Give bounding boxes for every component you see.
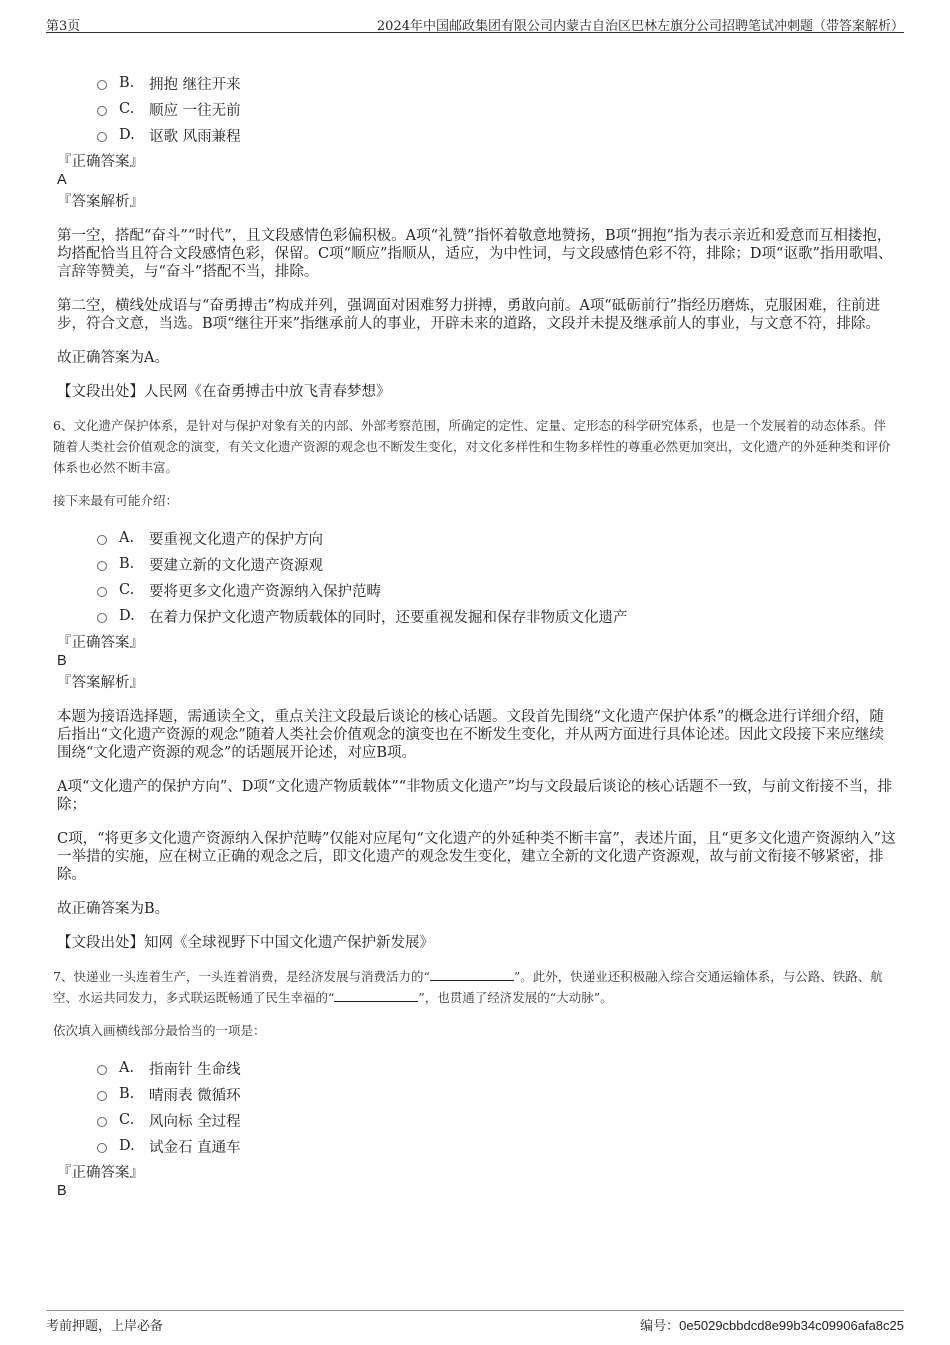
analysis-paragraph: 故正确答案为B。 <box>57 901 170 917</box>
source-citation: 【文段出处】人民网《在奋勇搏击中放飞青春梦想》 <box>57 384 391 400</box>
radio-icon[interactable] <box>97 535 107 545</box>
q7-prompt: 依次填入画横线部分最恰当的一项是： <box>53 1023 266 1038</box>
answer-label: 『正确答案』 <box>57 154 144 170</box>
q5-option-c[interactable]: C. 顺应 一往无前 <box>97 96 897 122</box>
radio-icon[interactable] <box>97 106 107 116</box>
answer-value: B <box>57 653 67 669</box>
answer-value: B <box>57 1183 67 1199</box>
analysis-paragraph: 本题为接语选择题，需通读全文，重点关注文段最后谈论的核心话题。文段首先围绕“文化遗产保护体系”的概念进行详细介绍，随后指出“文化遗产资源的观念”随着人类社会价值观念的演变也在不断发生变化，并从两方面进行具体论述。因此文段接下来应继续围绕“文化遗产资源的观念”的话题展开论述，对应B项。 <box>57 709 884 761</box>
q7-option-d[interactable]: D. 试金石 直通车 <box>97 1133 897 1159</box>
answer-label: 『正确答案』 <box>57 1165 144 1181</box>
q5-option-b[interactable]: B. 拥抱 继往开来 <box>97 70 897 96</box>
fill-blank <box>430 968 514 981</box>
q7-options <box>97 1055 897 1159</box>
source-citation: 【文段出处】知网《全球视野下中国文化遗产保护新发展》 <box>57 935 434 951</box>
page-footer <box>46 1310 904 1334</box>
q6-options <box>97 525 897 629</box>
analysis-label: 『答案解析』 <box>57 194 144 210</box>
q5-option-d[interactable]: D. 讴歌 风雨兼程 <box>97 122 897 148</box>
analysis-paragraph: 故正确答案为A。 <box>57 350 169 366</box>
analysis-paragraph: 第一空，搭配“奋斗”“时代”，且文段感情色彩偏积极。A项“礼赞”指怀着敬意地赞扬，B项“拥抱”指为表示亲近和爱意而互相搂抱，均搭配恰当且符合文段感情色彩，保留。C项“顺应”指顺从，适应，为中性词，与文段感情色彩不符，排除；D项“讴歌”指用歌唱、言辞等赞美，与“奋斗”搭配不当，排除。 <box>57 228 893 280</box>
q6-option-c[interactable]: C. 要将更多文化遗产资源纳入保护范畴 <box>97 577 897 603</box>
radio-icon[interactable] <box>97 613 107 623</box>
fill-blank <box>334 989 418 1002</box>
q6-option-d[interactable]: D. 在着力保护文化遗产物质载体的同时，还要重视发掘和保存非物质文化遗产 <box>97 603 897 629</box>
q7-option-c[interactable]: C. 风向标 全过程 <box>97 1107 897 1133</box>
document-title: 2024年中国邮政集团有限公司内蒙古自治区巴林左旗分公司招聘笔试冲刺题（带答案解析） <box>376 19 904 34</box>
page-header <box>46 14 904 33</box>
q6-prompt: 接下来最有可能介绍： <box>53 493 179 508</box>
analysis-paragraph: 第二空，横线处成语与“奋勇搏击”构成并列，强调面对困难努力拼搏，勇敢向前。A项“砥砺前行”指经历磨炼，克服困难，往前进步，符合文意，当选。B项“继往开来”指继承前人的事业，开辟未来的道路，文段并未提及继承前人的事业，与文意不符，排除。 <box>57 298 881 332</box>
q7-option-a[interactable]: A. 指南针 生命线 <box>97 1055 897 1081</box>
radio-icon[interactable] <box>97 1091 107 1101</box>
analysis-label: 『答案解析』 <box>57 675 144 691</box>
q6-question: 6、文化遗产保护体系，是针对与保护对象有关的内部、外部考察范围，所确定的定性、定量、定形态的科学研究体系，也是一个发展着的动态体系。伴随着人类社会价值观念的演变，有关文化遗产资源的观念也不断发生变化，对文化多样性和生物多样性的尊重必然更加突出，文化遗产的外延种类和评价体系也必然不断丰富。 <box>53 418 891 475</box>
analysis-paragraph: C项，“将更多文化遗产资源纳入保护范畴”仅能对应尾句“文化遗产的外延种类不断丰富”，表述片面，且“更多文化遗产资源纳入”这一举措的实施，应在树立正确的观念之后，即文化遗产的观念发生变化，建立全新的文化遗产资源观，故与前文衔接不够紧密，排除。 <box>57 831 896 883</box>
q6-option-b[interactable]: B. 要建立新的文化遗产资源观 <box>97 551 897 577</box>
radio-icon[interactable] <box>97 132 107 142</box>
document-code: 编号：0e5029cbbdcd8e99b34c09906afa8c25 <box>640 1318 904 1334</box>
q6-option-a[interactable]: A. 要重视文化遗产的保护方向 <box>97 525 897 551</box>
radio-icon[interactable] <box>97 80 107 90</box>
radio-icon[interactable] <box>97 1143 107 1153</box>
q5-options <box>97 70 897 148</box>
analysis-paragraph: A项“文化遗产的保护方向”、D项“文化遗产物质载体”“非物质文化遗产”均与文段最后谈论的核心话题不一致，与前文衔接不当，排除； <box>57 779 893 813</box>
answer-value: A <box>57 172 67 188</box>
answer-label: 『正确答案』 <box>57 635 144 651</box>
radio-icon[interactable] <box>97 1065 107 1075</box>
footer-slogan: 考前押题，上岸必备 <box>46 1319 164 1334</box>
page-number: 第3页 <box>46 19 81 34</box>
radio-icon[interactable] <box>97 1117 107 1127</box>
q7-question: 7、快递业一头连着生产，一头连着消费，是经济发展与消费活力的“ ”。此外，快递业还积极融入综合交通运输体系，与公路、铁路、航空、水运共同发力，多式联运既畅通了民生幸福的“ ”，也贯通了经济发展的“大动脉”。 <box>53 969 883 1005</box>
radio-icon[interactable] <box>97 561 107 571</box>
q7-option-b[interactable]: B. 晴雨表 微循环 <box>97 1081 897 1107</box>
radio-icon[interactable] <box>97 587 107 597</box>
document-body <box>53 70 897 1200</box>
